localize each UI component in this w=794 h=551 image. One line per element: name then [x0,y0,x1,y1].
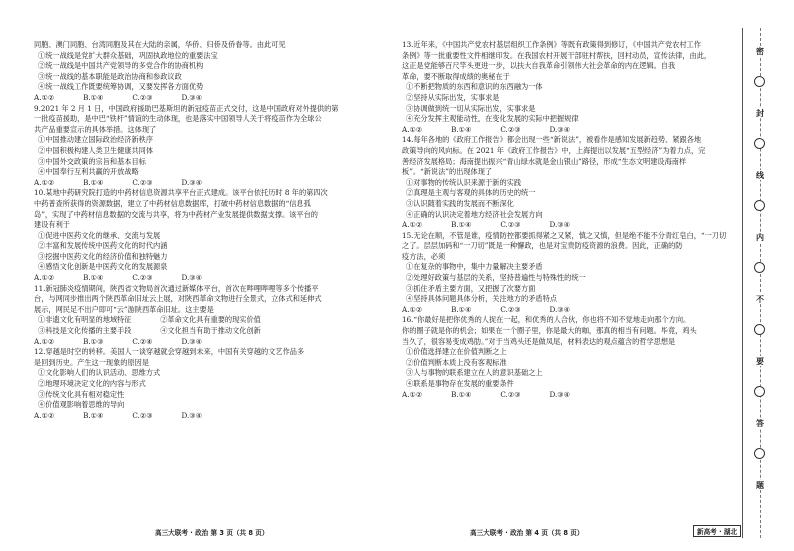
left-column [34,40,382,421]
text-line: 同胞、澳门同胞、台湾同胞及其在大陆的亲属，华侨、归侨及侨眷等。由此可见 [34,40,286,49]
text-line: ④价值观影响着思维的导向 [38,400,125,410]
text-line: ①统一战线是党扩大群众基础，巩固执政地位的重要法宝 [38,50,218,60]
text-line: 当久了，很容易变成鸡肋。”对于当鸡头还是做凤尾，材料表达的观点蕴含的哲学思想是 [402,336,676,346]
text-line: ①对事物的传统认识来源于新的实践 [406,177,522,187]
text-line: 革命，要不断取得成绩的奥秘在于 [402,71,510,81]
text-line: ②坚持从实际出发，实事求是 [406,92,500,102]
text-line: 展示，网民足不出户即可“云”游陕西革命旧址。这主要是 [34,304,214,314]
text-line: ④联系是事物存在发展的重要条件 [406,379,514,388]
binding-hole-icon [754,448,765,459]
binding-char: 线 [751,170,769,180]
footer-edition-tag: 新高考 · 湖北 [693,525,741,537]
text-line: ④坚持具体问题具体分析，关注地方的矛盾特点 [406,294,557,304]
text-line: ④感悟文化创新是中医药文化的发展源泉 [38,262,168,272]
text-line: 善经济发展格局；海南提出振兴“青山绿水就是金山银山”路径，形成“生态文明建设海南样 [402,156,687,166]
text-line: 台，与网同步推出两个陕西革命旧址云上展，对陕西革命文物进行全景式，立体式和延伸式 [34,294,322,304]
text-line: ④充分发挥主观能动性，在变化发展的实际中把握规律 [406,114,579,124]
answer-options: A.①② B.①④ C.②③ D.③④ [34,177,203,187]
binding-char: 封 [751,108,769,118]
text-line: ③统一战线的基本职能是政治协商和参政议政 [38,71,182,81]
text-line: 13.近年来，《中国共产党农村基层组织工作条例》等既有政策得到修订，《中国共产党农村工作 [402,40,701,49]
binding-hole-icon [754,324,765,335]
text-line: ③传统文化具有相对稳定性 [38,389,125,399]
binding-hole-icon [754,76,765,87]
binding-char: 要 [751,356,769,366]
text-line: ②真理是主观与客观的具体的历史的统一 [406,188,536,198]
answer-options: A.①② B.①④ C.②③ D.③④ [34,92,203,102]
binding-char: 内 [751,232,769,242]
text-line: ④统一战线工作既要统筹协调，又要发挥各方面优势 [38,82,204,92]
answer-options: A.①② B.①④ C.②③ D.③④ [34,273,203,283]
text-line: ②丰富和发展传统中医药文化的时代内涵 [38,241,168,251]
text-line: ②处理好政策与基层的关系，坚持普遍性与特殊性的统一 [406,273,586,283]
text-line: 9.2021 年 2 月 1 日，中国政府援助巴基斯坦的新冠疫苗正式交付，这是中国政府对外提供的第 [34,103,339,113]
text-line: ①非遗文化有明显的地域特征 ②革命文化具有重要的现实价值 [38,315,261,325]
text-line: ③抓住矛盾主要方面，又把握了次要方面 [406,283,536,293]
text-line: ②统一战线是中国共产党领导的多党合作的协商机构 [38,61,204,71]
footer-page-3: 高三大联考 · 政治 第 3 页（共 8 页） [155,529,269,537]
text-line: 一批疫苗援助，是中巴“铁杆”情谊的生动体现，也是落实中国领导人关于将疫苗作为全球公 [34,114,322,124]
text-line: ②价值判断本质上没有客观标准 [406,357,507,367]
binding-hole-icon [754,262,765,273]
answer-options: A.①② B.①④ C.②③ D.③④ [402,124,571,134]
binding-dashed-line [760,28,761,538]
text-line: 共产品重要宣示的具体举措。这体现了 [34,124,157,134]
text-line: 16.“你最好是把你优秀的人捉在一起，和优秀的人合伙，你也将不知不觉地走向那个方向。 [402,315,691,325]
text-line: 建设有利于 [34,220,70,230]
answer-options: A.①② B.①④ C.②③ D.③④ [402,304,571,314]
text-line: 岛”，实现了中药材信息数据的交流与共享，将为中药材产业发展提供数据支撑。该平台的 [34,209,318,219]
text-line: 疫方法，必须 [402,251,446,261]
text-line: ②中国积极构建人类卫生健康共同体 [38,145,154,155]
text-line: ③认识随着实践的发展而不断深化 [406,198,514,208]
answer-options: A.①② B.①④ C.②③ D.③④ [402,220,571,230]
binding-char: 题 [751,480,769,490]
text-line: 之了。层层加码和“一刀切”既是一种懈政，也是对宝贵防疫资源的浪费。因此，正确的防 [402,241,683,251]
text-line: 条例》等一批重要性文件相继印发。在我国农村开展干部驻村帮扶，回村动员，宣传法律，由此， [402,50,712,60]
text-line: ①在复杂的事物中，集中力量解决主要矛盾 [406,262,543,272]
answer-options: A.①② B.①④ C.②③ D.③④ [402,389,571,399]
text-line: ①文化影响人们的认识活动、思维方式 [38,368,161,378]
footer-page-4: 高三大联考 · 政治 第 4 页（共 8 页） [470,529,584,537]
text-line: ①不断把物质的东西和意识的东西融为一体 [406,82,543,92]
text-line: ③中国外交政策的宗旨和基本目标 [38,156,146,166]
text-line: 15.无论在顺，不管是谁，疫情防控都要抓得紧之又紧，慎之又慎，但是绝不能不分青红皂白，“一刀切 [402,230,727,240]
text-line: ④正确的认识决定着地方经济社会发展方向 [406,209,543,219]
binding-char: 答 [751,418,769,428]
text-line: ①促进中医药文化的继承、交流与发展 [38,230,161,240]
text-line: 你的圈子就是你的机会；如果在一个圈子里，你是最大的咖，那真的相当有问题。毕竟，鸡头 [402,326,697,336]
text-line: ④中国奉行互利共赢的开放战略 [38,167,139,177]
binding-hole-icon [754,200,765,211]
binding-char: 密 [751,46,769,56]
text-line: ③挖掘中医药文化的经济价值和独特魅力 [38,251,168,261]
text-line: ③科技是文化传播的主要手段 ④文化担当有助于推动文化创新 [38,326,261,336]
binding-margin [742,28,779,538]
text-line: 政策导向的风向标。在 2021 年《政府工作报告》中，上海提出以发展“五型经济”为着力点，完 [402,145,706,155]
binding-hole-icon [754,386,765,397]
answer-options: A.①② B.①④ C.②③ D.③④ [34,410,203,420]
text-line: 是回到历史。产生这一现象的原因是 [34,357,150,367]
text-line: 10.某地中药研究院打造的中药材信息资源共享平台正式建成。该平台依托历时 8 年的第四次 [34,188,328,198]
text-line: 14.每年各地的《政府工作报告》都会出现一些“新说法”，被看作是感知发展新趋势、紧跟各地 [402,135,702,145]
text-line: ①价值选择建立在价值判断之上 [406,347,507,357]
text-line: ③人与事物的联系建立在人的意识基础之上 [406,368,543,378]
text-line: 这正是党能够百尺竿头更进一步，以扶大自我革命引领伟大社会革命的内在逻辑。自我 [402,61,676,71]
text-line: 板”。“新说法”的出现体现了 [402,167,493,177]
text-line: ①中国推动建立国际政治经济新秩序 [38,135,154,145]
right-column [402,40,732,400]
text-line: 11.新冠肺炎疫情期间，陕西省文物局首次通过新媒体平台，首次在哔哩哔哩等多个传播平 [34,283,319,293]
text-line: 12.穿越是时空的转移。美国人一谈穿越就会穿越到未来，中国有关穿越的文艺作品多 [34,347,305,357]
text-line: 中药普查所获得的资源数据，建立了中药材信息数据库，打破中药材信息数据的“信息孤 [34,198,311,208]
binding-hole-icon [754,138,765,149]
binding-char: 不 [751,294,769,304]
text-line: ②地理环境决定文化的内容与形式 [38,379,146,388]
answer-options: A.①② B.①③ C.②④ D.③④ [34,336,203,346]
text-line: ③协调做到统一切从实际出发，实事求是 [406,103,536,113]
